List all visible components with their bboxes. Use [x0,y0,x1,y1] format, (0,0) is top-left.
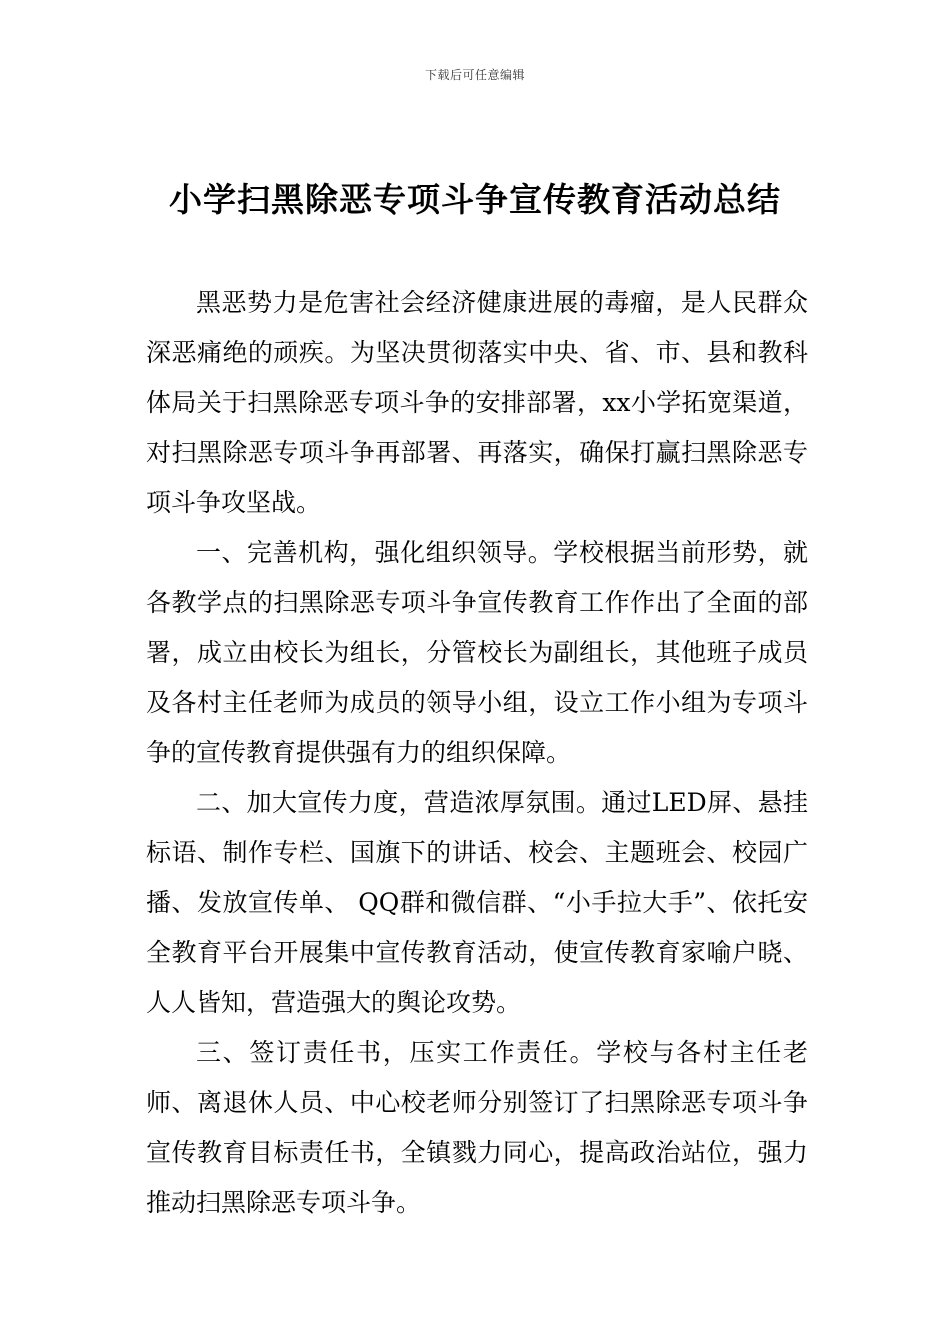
header-note: 下载后可任意编辑 [424,68,525,82]
paragraph-intro: 黑恶势力是危害社会经济健康进展的毒瘤，是人民群众深恶痛绝的顽疾。为坚决贯彻落实中央、省、市、县和教科体局关于扫黑除恶专项斗争的安排部署，xx小学拓宽渠道，对扫黑除恶专项斗争再部署、再落实，确保打赢扫黑除恶专项斗争攻坚战。 [146,288,808,517]
document-body [146,278,808,1228]
document-title: 小学扫黑除恶专项斗争宣传教育活动总结 [169,180,781,219]
paragraph-section-2: 二、加大宣传力度，营造浓厚氛围。通过LED屏、悬挂标语、制作专栏、国旗下的讲话、校会、主题班会、校园广播、发放宣传单、 QQ群和微信群、“小手拉大手”、依托安全教育平台开展集中宣传教育活动，使宣传教育家喻户晓、人人皆知，营造强大的舆论攻势。 [146,788,808,1017]
paragraph-section-3: 三、签订责任书，压实工作责任。学校与各村主任老师、离退休人员、中心校老师分别签订了扫黑除恶专项斗争宣传教育目标责任书，全镇戮力同心，提高政治站位，强力推动扫黑除恶专项斗争。 [146,1038,808,1217]
paragraph-section-1: 一、完善机构，强化组织领导。学校根据当前形势，就各教学点的扫黑除恶专项斗争宣传教育工作作出了全面的部署，成立由校长为组长，分管校长为副组长，其他班子成员及各村主任老师为成员的领导小组，设立工作小组为专项斗争的宣传教育提供强有力的组织保障。 [146,538,808,767]
